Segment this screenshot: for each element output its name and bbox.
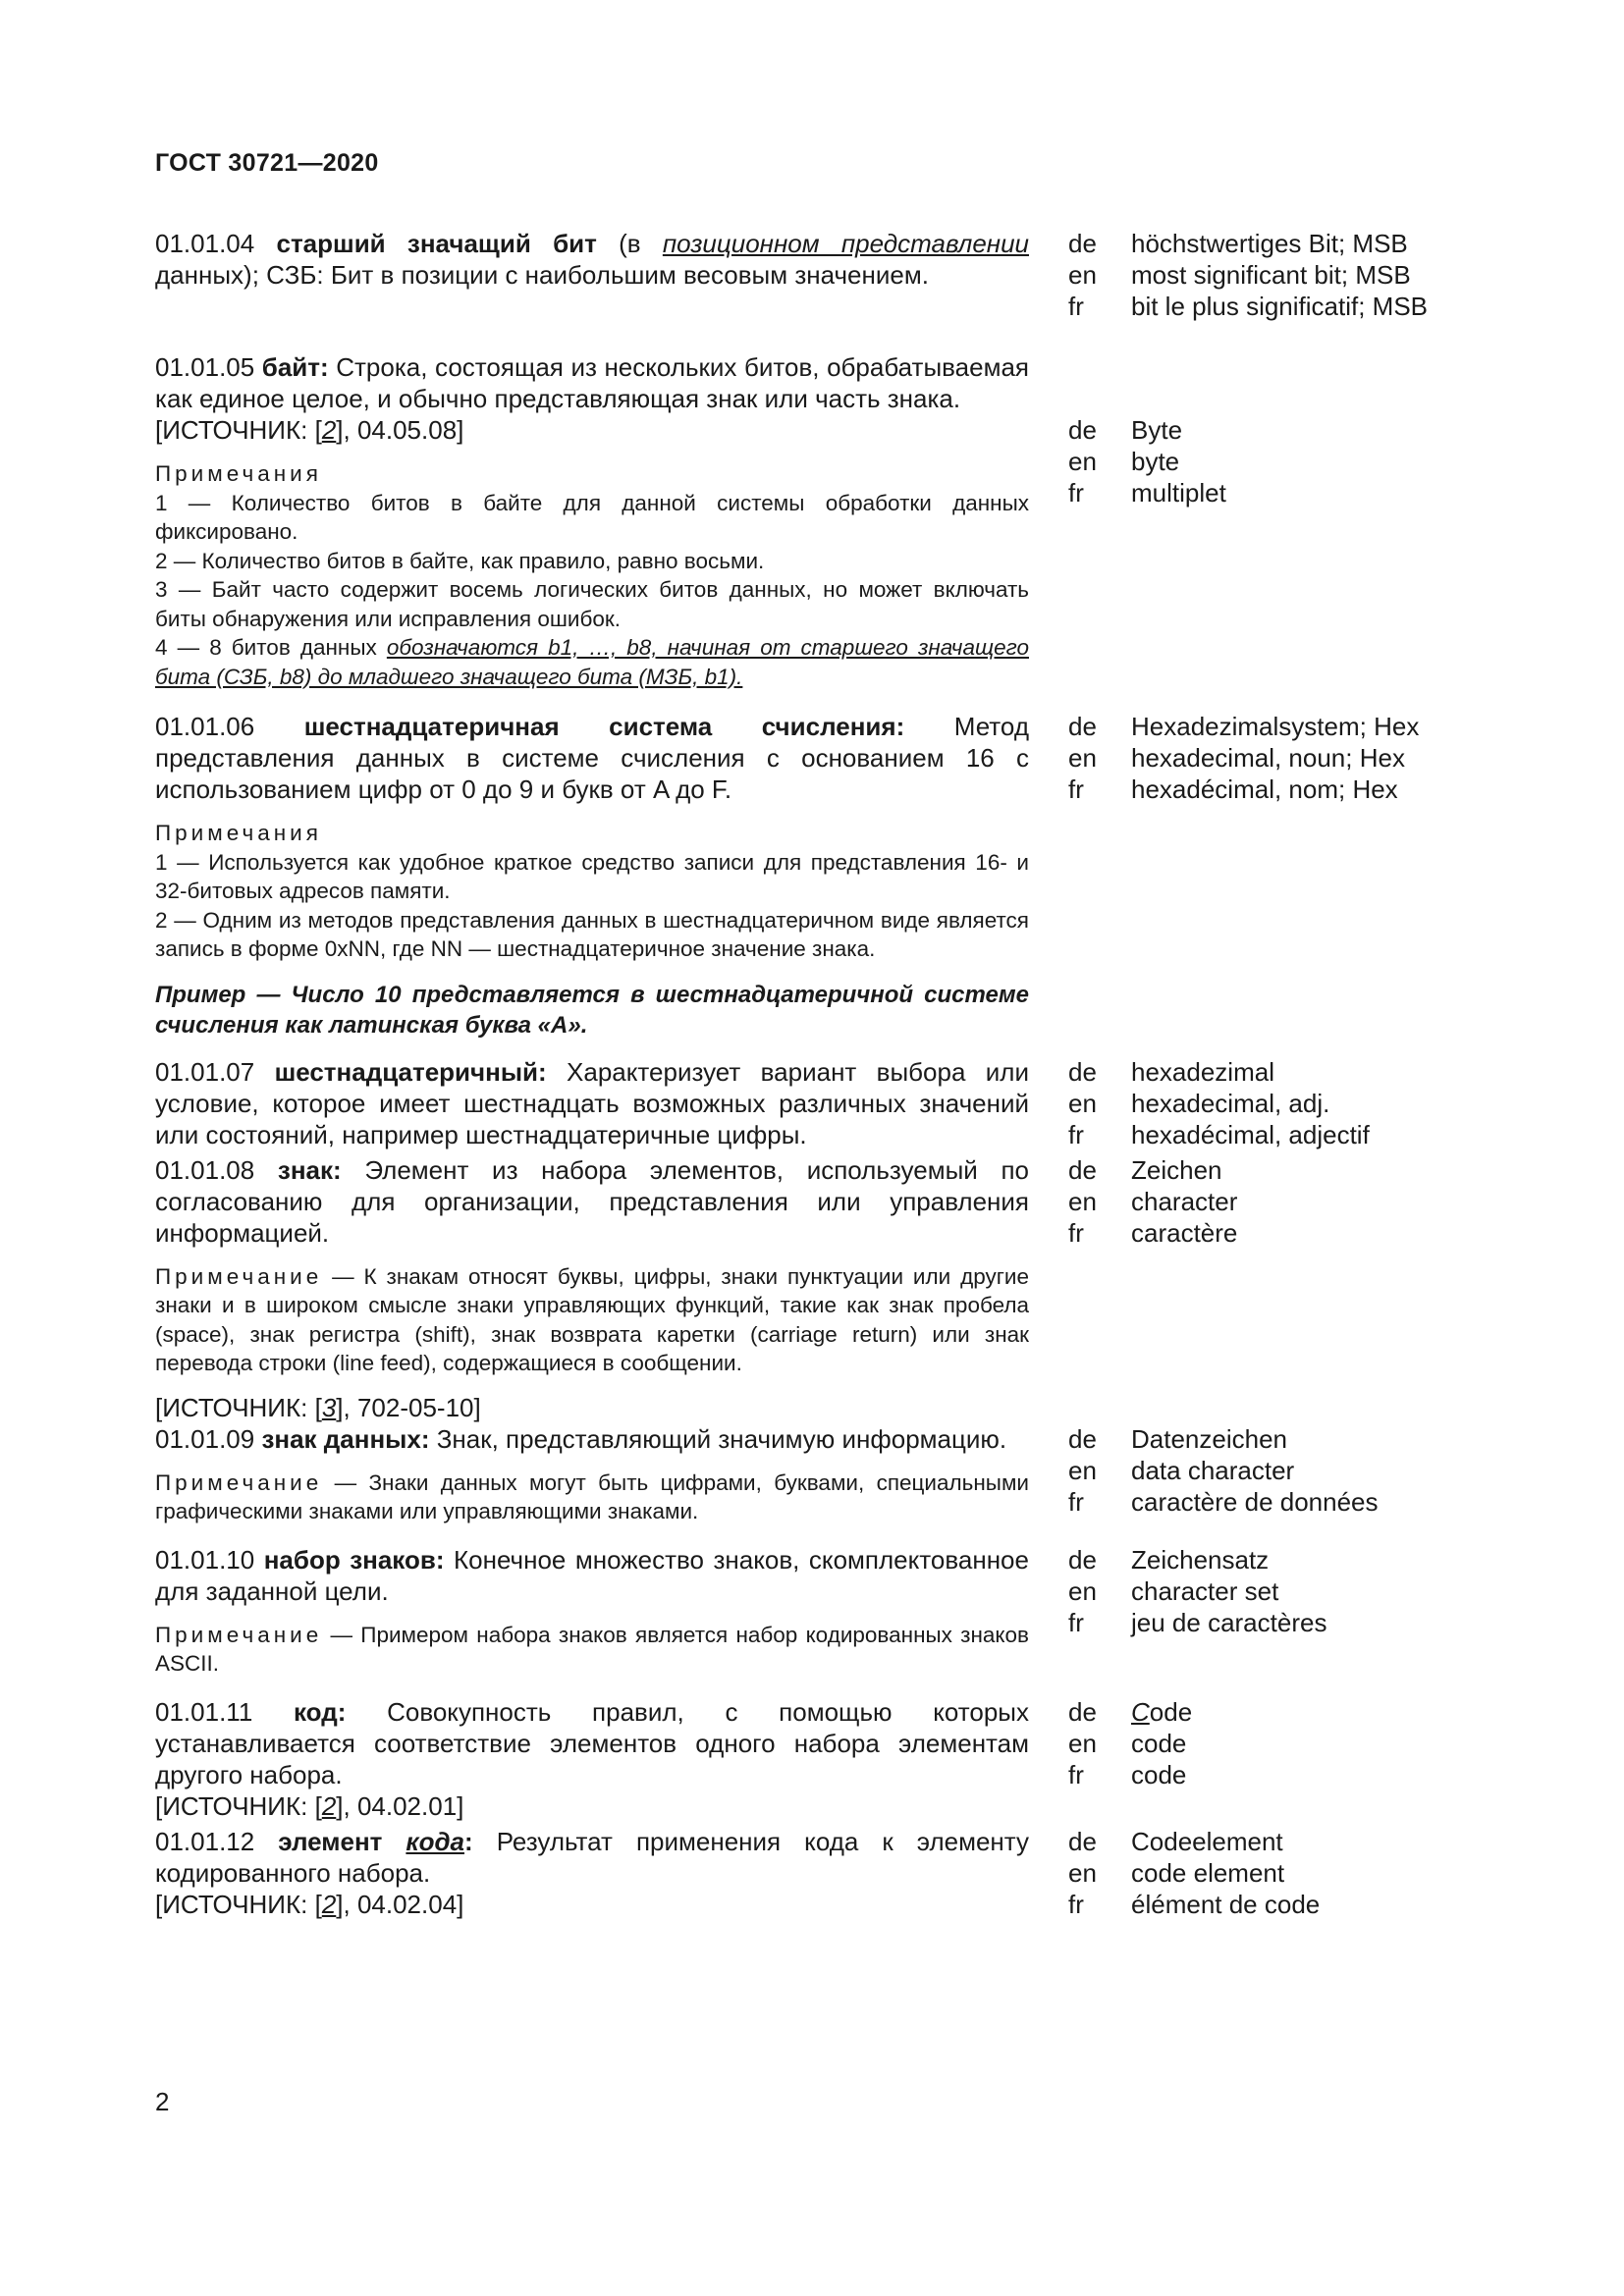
definition-text: Элемент из набора элементов, используемый по согласованию для организации, представления или управления информацией.: [155, 1154, 1029, 1248]
source-link[interactable]: 2: [321, 415, 337, 445]
term-definition: [155, 711, 1029, 1041]
lang-code: de: [1068, 1826, 1097, 1856]
lang-code: en: [1068, 1728, 1097, 1758]
term-number: 01.01.08: [155, 1154, 255, 1185]
source-label: [ИСТОЧНИК: [: [155, 1889, 322, 1919]
lang-code: de: [1068, 1056, 1097, 1087]
lang-code: de: [1068, 1696, 1097, 1727]
term-entry: [155, 320, 1471, 691]
term-definition: [155, 1423, 1029, 1526]
lang-code: fr: [1068, 1889, 1084, 1919]
term-name: код:: [294, 1696, 347, 1727]
lang-code: fr: [1068, 478, 1084, 507]
term-link[interactable]: позиционном представлении: [662, 229, 1030, 258]
translation-fr: jeu de caractères: [1131, 1607, 1327, 1637]
note-text: — Примером набора знаков является набор кодированных знаков ASCII.: [155, 1622, 1029, 1676]
source-label: ], 04.02.01]: [336, 1790, 464, 1821]
term-number: 01.01.11: [155, 1696, 253, 1727]
lang-code: de: [1068, 712, 1097, 741]
note-item: 2 — Одним из методов представления данных в шестнадцатеричном виде является запись в форме 0xNN, где NN — шестнадцатеричное значение знака.: [155, 907, 1029, 961]
note-heading: Примечание: [155, 1622, 323, 1647]
lang-code: fr: [1068, 774, 1084, 804]
translation-fr: hexadécimal, nom; Hex: [1131, 774, 1398, 804]
note-item: 1 — Количество битов в байте для данной системы обработки данных фиксировано.: [155, 490, 1029, 544]
term-link[interactable]: кода: [406, 1826, 464, 1856]
term-entry: [155, 1154, 1471, 1423]
term-name: старший значащий бит: [276, 229, 597, 258]
translation-en: character set: [1131, 1575, 1279, 1606]
translation-fr: hexadécimal, adjectif: [1131, 1119, 1370, 1149]
definition-text: Метод представления данных в системе счисления с основанием 16 с использованием цифр от 0 до 9 и букв от A до F.: [155, 712, 1029, 804]
translation-fr: caractère: [1131, 1217, 1238, 1248]
translations: [1068, 1423, 1471, 1518]
note-item: 2 — Количество битов в байте, как правило, равно восьми.: [155, 548, 765, 573]
notes-block: [155, 819, 1029, 964]
translations: [1068, 228, 1471, 322]
lang-code: fr: [1068, 292, 1084, 321]
definition-text: Характеризует вариант выбора или условие, которое имеет шестнадцать возможных различных значений или состояний, например шестнадцатеричные цифры.: [155, 1056, 1029, 1149]
term-definition: [155, 320, 1029, 691]
translation-de: höchstwertiges Bit; MSB: [1131, 229, 1408, 258]
note-heading: Примечание: [155, 1263, 323, 1289]
term-definition: [155, 1056, 1029, 1150]
lang-code: en: [1068, 1186, 1097, 1216]
term-name: шестнадцатеричная система счисления:: [303, 712, 905, 741]
source-label: [ИСТОЧНИК: [: [155, 1392, 322, 1422]
source-label: ], 702-05-10]: [336, 1392, 481, 1422]
source-label: ], 04.05.08]: [336, 415, 464, 445]
translation-en: hexadecimal, adj.: [1131, 1088, 1330, 1118]
term-entry: [155, 1544, 1471, 1679]
translation-fr: élément de code: [1131, 1889, 1321, 1919]
term-entry: [155, 1056, 1471, 1150]
definition-text: Совокупность правил, с помощью которых устанавливается соответствие элементов одного набора элементам другого набора.: [155, 1696, 1029, 1789]
note-text: 4 — 8 битов данных: [155, 635, 387, 660]
definition-text: (в: [596, 229, 663, 258]
note-text: — Знаки данных могут быть цифрами, буквами, специальными графическими знаками или управляющими знаками.: [155, 1469, 1029, 1523]
translation-en: code element: [1131, 1857, 1285, 1888]
definition-text: Конечное множество знаков, скомплектованное для заданной цели.: [155, 1544, 1029, 1606]
term-name: байт:: [261, 352, 329, 382]
translation-de: hexadezimal: [1131, 1056, 1274, 1087]
translation-de: Datenzeichen: [1131, 1423, 1287, 1454]
translations: [1068, 1826, 1471, 1920]
translation-en: data character: [1131, 1455, 1295, 1485]
term-name: набор знаков:: [263, 1544, 445, 1575]
translation-en: most significant bit; MSB: [1131, 260, 1411, 290]
source-reference: [155, 1889, 1029, 1920]
lang-code: de: [1068, 1423, 1097, 1454]
lang-code: de: [1068, 229, 1097, 258]
translations: [1068, 1544, 1471, 1638]
translation-de: Zeichen: [1131, 1154, 1222, 1185]
note-heading: Примечание: [155, 1469, 323, 1495]
definition-text: Результат применения кода к элементу кодированного набора.: [155, 1826, 1029, 1888]
translation-de: Hexadezimalsystem; Hex: [1131, 712, 1420, 741]
lang-code: fr: [1068, 1119, 1084, 1149]
note-text: — К знакам относят буквы, цифры, знаки пунктуации или другие знаки и в широком смысле знаки управляющих функций, такие как знак пробела (space), знак регистра (shift), знак возврата каретки (carriage return) или знак перевода строки (line feed), содержащиеся в сообщении.: [155, 1263, 1029, 1375]
term-entry: [155, 228, 1471, 322]
page-number: 2: [155, 2087, 170, 2116]
term-entry: [155, 711, 1471, 1041]
term-name: знак:: [277, 1154, 342, 1185]
note-item: 3 — Байт часто содержит восемь логических битов данных, но может включать биты обнаружения или исправления ошибок.: [155, 577, 1029, 631]
term-definition: [155, 1696, 1029, 1822]
translation-fr: multiplet: [1131, 478, 1226, 507]
document-header: ГОСТ 30721—2020: [155, 149, 379, 177]
source-link[interactable]: 2: [321, 1889, 337, 1919]
term-definition: [155, 228, 1029, 291]
lang-code: fr: [1068, 1759, 1084, 1789]
translation-fr: caractère de données: [1131, 1486, 1379, 1517]
translation-fr: code: [1131, 1759, 1187, 1789]
term-number: 01.01.07: [155, 1056, 255, 1087]
lang-code: en: [1068, 447, 1097, 476]
term-definition: [155, 1826, 1029, 1920]
source-link[interactable]: 2: [321, 1790, 337, 1821]
notes-block: [155, 459, 1029, 691]
translations: [1068, 414, 1471, 508]
note-block: [155, 1468, 1029, 1526]
terms-content: [155, 228, 1471, 1920]
source-reference: [155, 414, 1029, 446]
note-block: [155, 1262, 1029, 1378]
translation-en: hexadecimal, noun; Hex: [1131, 743, 1405, 773]
source-label: [ИСТОЧНИК: [: [155, 1790, 322, 1821]
term-definition: [155, 1154, 1029, 1423]
term-number: 01.01.04: [155, 229, 255, 258]
note-item: 1 — Используется как удобное краткое средство записи для представления 16- и 32-битовых адресов памяти.: [155, 849, 1029, 903]
translation-de: Codeelement: [1131, 1826, 1283, 1856]
lang-code: en: [1068, 1575, 1097, 1606]
translations: [1068, 1154, 1471, 1249]
lang-code: de: [1068, 1544, 1097, 1575]
term-number: 01.01.06: [155, 712, 255, 741]
lang-code: en: [1068, 1857, 1097, 1888]
term-entry: [155, 1826, 1471, 1920]
translations: [1068, 1056, 1471, 1150]
term-number: 01.01.12: [155, 1826, 255, 1856]
lang-code: en: [1068, 1088, 1097, 1118]
term-definition: [155, 1544, 1029, 1679]
translation-de-rest: ode: [1149, 1696, 1193, 1727]
translation-de: Byte: [1131, 415, 1183, 445]
term-colon: :: [464, 1826, 473, 1856]
source-reference: [155, 1790, 1029, 1822]
term-number: 01.01.09: [155, 1423, 255, 1454]
lang-code: en: [1068, 260, 1097, 290]
translation-en: code: [1131, 1728, 1187, 1758]
translation-fr: bit le plus significatif; MSB: [1131, 292, 1429, 321]
lang-code: fr: [1068, 1486, 1084, 1517]
source-label: [ИСТОЧНИК: [: [155, 415, 322, 445]
translation-en: byte: [1131, 447, 1180, 476]
term-number: 01.01.05: [155, 352, 255, 382]
term-name: шестнадцатеричный:: [274, 1056, 547, 1087]
translations: [1068, 1696, 1471, 1790]
translation-en: character: [1131, 1186, 1238, 1216]
source-link[interactable]: 3: [321, 1392, 337, 1422]
translations: [1068, 711, 1471, 805]
definition-text: Строка, состоящая из нескольких битов, обрабатываемая как единое целое, и обычно представляющая знак или часть знака.: [155, 352, 1029, 413]
term-number: 01.01.10: [155, 1544, 255, 1575]
source-reference: [155, 1392, 1029, 1423]
note-block: [155, 1621, 1029, 1679]
term-entry: [155, 1696, 1471, 1822]
lang-code: de: [1068, 415, 1097, 445]
note-underlined: обозначаются b1, …, b8, начиная от старшего значащего бита (СЗБ, b8) до младшего значащего бита (МЗБ, b1).: [155, 635, 1029, 689]
lang-code: de: [1068, 1154, 1097, 1185]
term-name: элемент: [278, 1826, 406, 1856]
lang-code: fr: [1068, 1217, 1084, 1248]
translation-de: Zeichensatz: [1131, 1544, 1270, 1575]
definition-text: данных); СЗБ: Бит в позиции с наибольшим весовым значением.: [155, 260, 929, 290]
term-name: знак данных:: [261, 1423, 430, 1454]
lang-code: en: [1068, 743, 1097, 773]
notes-heading: Примечания: [155, 821, 322, 845]
translation-de-initial: C: [1131, 1696, 1150, 1727]
notes-heading: Примечания: [155, 461, 322, 486]
lang-code: fr: [1068, 1607, 1084, 1637]
note-item: [155, 633, 1029, 691]
source-label: ], 04.02.04]: [336, 1889, 464, 1919]
example-text: Пример — Число 10 представляется в шестнадцатеричной системе счисления как латинская буква «A».: [155, 981, 1029, 1039]
definition-text: Знак, представляющий значимую информацию.: [429, 1423, 1007, 1454]
translation-de: [1131, 1696, 1471, 1728]
term-entry: [155, 1423, 1471, 1526]
lang-code: en: [1068, 1455, 1097, 1485]
